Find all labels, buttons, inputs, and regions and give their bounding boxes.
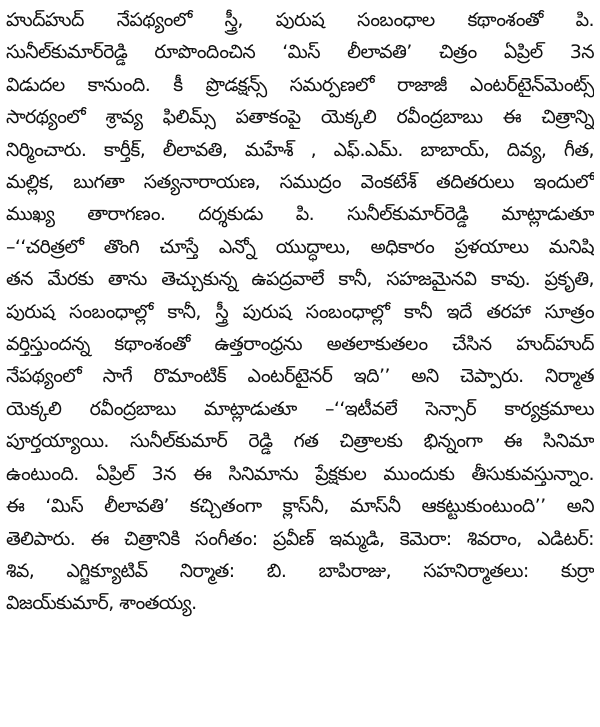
article-line: విడుదల కానుంది. కీ ప్రొడక్షన్స్ సమర్పణలో రాజాజీ ఎంటర్‌టైన్‌మెంట్స్ — [6, 73, 594, 96]
article-line: విజయ్‌కుమార్, శాంతయ్య. — [6, 592, 197, 615]
article-line: యెక్కలి రవీంద్రబాబు మాట్లాడుతూ –‘‘ఇటీవలే సెన్సార్ కార్యక్రమాలు — [6, 397, 594, 420]
article-line: పురుష సంబంధాల్లో కానీ, స్త్రీ పురుష సంబంధాల్లో కానీ ఇదే తరహా సూత్రం — [6, 300, 594, 323]
article-line: సారథ్యంలో శ్రావ్య ఫిలిమ్స్ పతాకంపై యెక్కలి రవీంద్రబాబు ఈ చిత్రాన్ని — [6, 106, 594, 129]
article-line: వర్తిస్తుందన్న కథాంశంతో ఉత్తరాంధ్రను అతలాకుతలం చేసిన హుద్‌హుద్ — [6, 333, 594, 356]
article-line: నేపథ్యంలో సాగే రొమాంటిక్ ఎంటర్‌టైనర్ ఇది’’ అని చెప్పారు. నిర్మాత — [6, 365, 594, 388]
article-line: తన మేరకు తాను తెచ్చుకున్న ఉపద్రవాలే కానీ, సహజమైనవి కావు. ప్రకృతి, — [6, 268, 594, 291]
article-line: –‘‘చరిత్రలో తొంగి చూస్తే ఎన్నో యుద్ధాలు, అధికారం ప్రళయాలు మనిషి — [6, 235, 594, 258]
article-line: మల్లిక, బుగతా సత్యనారాయణ, సముద్రం వెంకటేశ్ తదితరులు ఇందులో — [6, 171, 594, 194]
article-line: పూర్తయ్యాయి. సునీల్‌కుమార్ రెడ్డి గత చిత్రాలకు భిన్నంగా ఈ సినిమా — [6, 430, 594, 453]
article-line: సునీల్‌కుమార్‌రెడ్డి రూపొందించిన ‘మిస్ లీలావతి’ చిత్రం ఏప్రిల్ 3న — [6, 41, 594, 64]
article-line: శివ, ఎగ్జిక్యూటివ్ నిర్మాత: బి. బాపిరాజు, సహనిర్మాతలు: కుర్రా — [6, 559, 594, 582]
article-line: తెలిపారు. ఈ చిత్రానికి సంగీతం: ప్రవీణ్ ఇమ్మడి, కెమెరా: శివరాం, ఎడిటర్: — [6, 527, 594, 550]
article-line: ఈ ‘మిస్ లీలావతి’ కచ్చితంగా క్లాస్‌నీ, మాస్‌నీ ఆకట్టుకుంటుంది’’ అని — [6, 495, 594, 518]
article-line: హుద్‌హుద్ నేపథ్యంలో స్త్రీ, పురుష సంబంధాల కథాంశంతో పి. — [6, 9, 594, 31]
article-line: ఉంటుంది. ఏప్రిల్ 3న ఈ సినిమాను ప్రేక్షకుల ముందుకు తీసుకువస్తున్నాం. — [6, 462, 594, 485]
article-line: నిర్మించారు. కార్తీక్, లీలావతి, మహేశ్ , ఎఫ్.ఎమ్. బాబాయ్, దివ్య, గీత, — [6, 138, 594, 161]
article-line: ముఖ్య తారాగణం. దర్శకుడు పి. సునీల్‌కుమార్‌రెడ్డి మాట్లాడుతూ — [6, 203, 594, 226]
